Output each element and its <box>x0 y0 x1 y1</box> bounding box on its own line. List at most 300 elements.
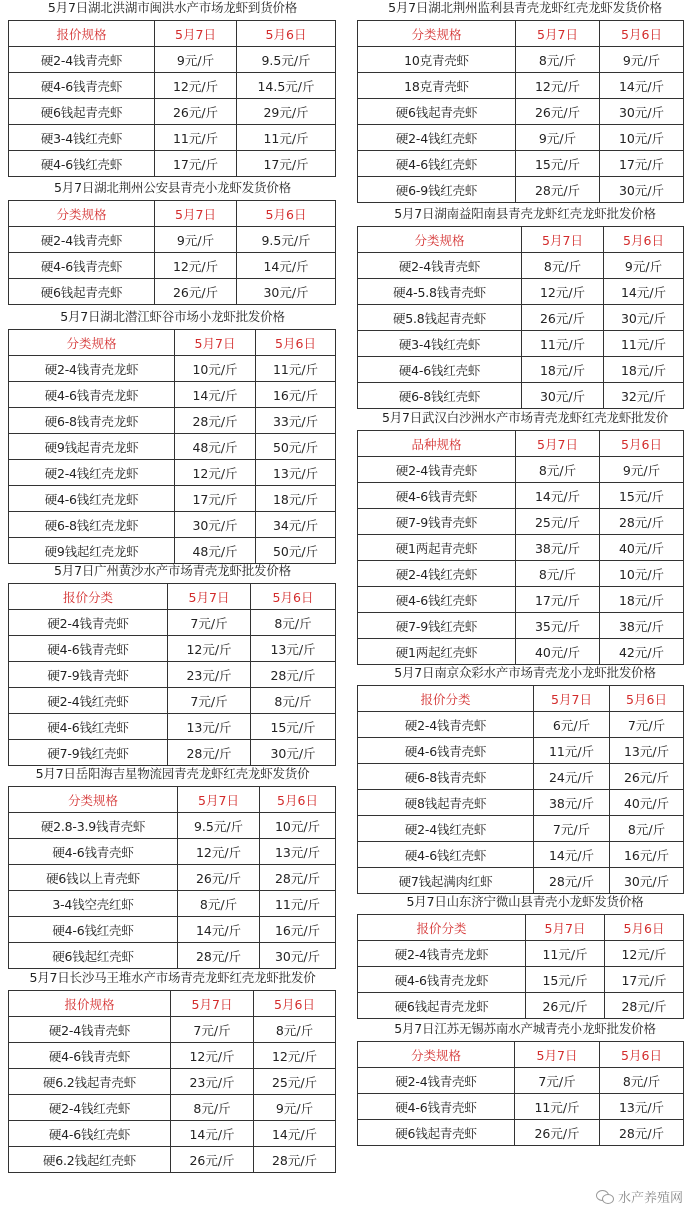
price-may6-cell: 25元/斤 <box>254 1069 336 1095</box>
price-block <box>355 895 695 1019</box>
header-date-may6: 5月6日 <box>256 330 336 356</box>
price-may7-cell: 26元/斤 <box>171 1147 254 1173</box>
header-date-may7: 5月7日 <box>175 330 256 356</box>
table-header-row <box>358 431 684 457</box>
table-header-row <box>9 787 336 813</box>
header-date-may7: 5月7日 <box>534 686 610 712</box>
header-spec: 分类规格 <box>9 330 175 356</box>
price-block <box>0 971 345 1173</box>
price-may6-cell: 9元/斤 <box>604 253 684 279</box>
spec-cell: 硬2-4钱红壳虾 <box>9 688 168 714</box>
price-may6-cell: 13元/斤 <box>600 1094 684 1120</box>
price-block <box>0 767 345 969</box>
price-may7-cell: 28元/斤 <box>516 177 600 203</box>
spec-cell: 硬4-5.8钱青壳虾 <box>358 279 522 305</box>
price-may7-cell: 7元/斤 <box>168 610 251 636</box>
price-may6-cell: 14元/斤 <box>604 279 684 305</box>
spec-cell: 硬6钱起青壳虾 <box>358 99 516 125</box>
spec-cell: 硬6-8钱青壳虾 <box>358 764 534 790</box>
right-column <box>355 0 695 1141</box>
spec-cell: 硬7钱起满肉红虾 <box>358 868 534 894</box>
price-may7-cell: 11元/斤 <box>155 125 237 151</box>
table-row <box>9 356 336 382</box>
price-may7-cell: 11元/斤 <box>534 738 610 764</box>
price-may6-cell: 26元/斤 <box>610 764 684 790</box>
spec-cell: 硬4-6钱青壳虾 <box>358 1094 515 1120</box>
spec-cell: 硬6钱起青壳虾 <box>358 1120 515 1146</box>
price-may7-cell: 28元/斤 <box>175 408 256 434</box>
header-date-may6: 5月6日 <box>600 21 684 47</box>
price-may6-cell: 13元/斤 <box>610 738 684 764</box>
header-date-may7: 5月7日 <box>178 787 260 813</box>
table-header-row <box>358 915 684 941</box>
price-table <box>357 20 684 203</box>
spec-cell: 硬2-4钱红壳虾 <box>358 125 516 151</box>
table-row <box>358 535 684 561</box>
header-date-may6: 5月6日 <box>237 21 336 47</box>
table-row <box>358 1120 684 1146</box>
price-may6-cell: 30元/斤 <box>237 279 336 305</box>
price-may6-cell: 28元/斤 <box>254 1147 336 1173</box>
price-block <box>355 666 695 894</box>
price-may7-cell: 9元/斤 <box>516 125 600 151</box>
price-may7-cell: 11元/斤 <box>522 331 604 357</box>
spec-cell: 硬2-4钱青壳虾 <box>9 610 168 636</box>
header-date-may7: 5月7日 <box>526 915 605 941</box>
price-table <box>8 990 336 1173</box>
price-may6-cell: 34元/斤 <box>256 512 336 538</box>
price-may7-cell: 28元/斤 <box>534 868 610 894</box>
table-row <box>358 125 684 151</box>
price-may6-cell: 12元/斤 <box>254 1043 336 1069</box>
table-row <box>358 842 684 868</box>
table-row <box>9 125 336 151</box>
price-may7-cell: 48元/斤 <box>175 538 256 564</box>
header-date-may7: 5月7日 <box>516 431 600 457</box>
header-spec: 报价分类 <box>358 686 534 712</box>
price-may7-cell: 11元/斤 <box>526 941 605 967</box>
price-may6-cell: 17元/斤 <box>605 967 684 993</box>
table-row <box>9 714 336 740</box>
header-spec: 分类规格 <box>358 1042 515 1068</box>
price-may6-cell: 15元/斤 <box>600 483 684 509</box>
table-header-row <box>358 686 684 712</box>
table-row <box>358 151 684 177</box>
spec-cell: 硬3-4钱红壳虾 <box>358 331 522 357</box>
spec-cell: 硬4-6钱红壳虾 <box>358 587 516 613</box>
price-may6-cell: 32元/斤 <box>604 383 684 409</box>
price-may6-cell: 9.5元/斤 <box>237 227 336 253</box>
price-may6-cell: 42元/斤 <box>600 639 684 665</box>
spec-cell: 硬8钱起青壳虾 <box>358 790 534 816</box>
table-row <box>9 227 336 253</box>
price-may6-cell: 38元/斤 <box>600 613 684 639</box>
header-date-may7: 5月7日 <box>522 227 604 253</box>
table-row <box>358 305 684 331</box>
price-may6-cell: 16元/斤 <box>260 917 336 943</box>
price-table <box>357 430 684 665</box>
price-may7-cell: 23元/斤 <box>168 662 251 688</box>
spec-cell: 18克青壳虾 <box>358 73 516 99</box>
price-may7-cell: 14元/斤 <box>516 483 600 509</box>
header-date-may6: 5月6日 <box>605 915 684 941</box>
table-row <box>358 868 684 894</box>
spec-cell: 硬7-9钱青壳虾 <box>9 662 168 688</box>
spec-cell: 硬2-4钱红壳龙虾 <box>9 460 175 486</box>
header-spec: 报价规格 <box>9 991 171 1017</box>
left-column <box>0 0 345 1168</box>
table-row <box>358 967 684 993</box>
header-date-may7: 5月7日 <box>515 1042 600 1068</box>
price-may7-cell: 48元/斤 <box>175 434 256 460</box>
price-may7-cell: 14元/斤 <box>534 842 610 868</box>
price-table <box>8 786 336 969</box>
price-may7-cell: 26元/斤 <box>522 305 604 331</box>
price-may7-cell: 17元/斤 <box>175 486 256 512</box>
spec-cell: 硬6-8钱红壳龙虾 <box>9 512 175 538</box>
price-may7-cell: 13元/斤 <box>168 714 251 740</box>
table-row <box>9 865 336 891</box>
spec-cell: 硬2-4钱红壳虾 <box>9 1095 171 1121</box>
price-block <box>0 310 345 564</box>
header-date-may6: 5月6日 <box>604 227 684 253</box>
price-table <box>357 226 684 409</box>
table-row <box>9 47 336 73</box>
price-may6-cell: 14元/斤 <box>254 1121 336 1147</box>
table-title: 5月7日长沙马王堆水产市场青壳龙虾红壳龙虾批发价 <box>29 970 316 985</box>
spec-cell: 硬7-9钱青壳虾 <box>358 509 516 535</box>
spec-cell: 硬2-4钱青壳龙虾 <box>358 941 526 967</box>
price-may7-cell: 26元/斤 <box>515 1120 600 1146</box>
price-may6-cell: 16元/斤 <box>256 382 336 408</box>
spec-cell: 硬4-6钱红壳虾 <box>358 357 522 383</box>
table-row <box>9 943 336 969</box>
price-table <box>8 583 336 766</box>
table-header-row <box>358 1042 684 1068</box>
price-may6-cell: 30元/斤 <box>260 943 336 969</box>
spec-cell: 硬2-4钱青壳虾 <box>358 1068 515 1094</box>
table-title: 5月7日武汉白沙洲水产市场青壳龙虾红壳龙虾批发价 <box>381 410 669 425</box>
table-row <box>9 891 336 917</box>
price-may6-cell: 9元/斤 <box>600 47 684 73</box>
table-title: 5月7日湖北洪湖市闽洪水产市场龙虾到货价格 <box>47 0 298 15</box>
spec-cell: 硬2-4钱青壳虾 <box>358 253 522 279</box>
price-may7-cell: 15元/斤 <box>516 151 600 177</box>
spec-cell: 硬4-6钱青壳虾 <box>9 73 155 99</box>
table-row <box>358 712 684 738</box>
spec-cell: 硬6-8钱青壳龙虾 <box>9 408 175 434</box>
price-may7-cell: 9元/斤 <box>155 47 237 73</box>
spec-cell: 10克青壳虾 <box>358 47 516 73</box>
table-row <box>9 279 336 305</box>
spec-cell: 硬4-6钱红壳虾 <box>9 1121 171 1147</box>
header-date-may7: 5月7日 <box>155 201 237 227</box>
header-date-may6: 5月6日 <box>260 787 336 813</box>
spec-cell: 硬2.8-3.9钱青壳虾 <box>9 813 178 839</box>
price-may6-cell: 15元/斤 <box>251 714 336 740</box>
spec-cell: 硬2-4钱红壳虾 <box>358 816 534 842</box>
table-row <box>358 561 684 587</box>
price-may7-cell: 14元/斤 <box>175 382 256 408</box>
price-may7-cell: 28元/斤 <box>178 943 260 969</box>
price-may7-cell: 24元/斤 <box>534 764 610 790</box>
table-row <box>9 512 336 538</box>
spec-cell: 硬9钱起红壳龙虾 <box>9 538 175 564</box>
price-may7-cell: 26元/斤 <box>526 993 605 1019</box>
watermark <box>596 1187 683 1206</box>
spec-cell: 硬4-6钱青壳龙虾 <box>9 382 175 408</box>
spec-cell: 硬4-6钱红壳虾 <box>358 151 516 177</box>
price-may6-cell: 14.5元/斤 <box>237 73 336 99</box>
price-may7-cell: 8元/斤 <box>516 47 600 73</box>
header-spec: 分类规格 <box>9 787 178 813</box>
price-may7-cell: 14元/斤 <box>178 917 260 943</box>
price-may7-cell: 35元/斤 <box>516 613 600 639</box>
price-may7-cell: 11元/斤 <box>515 1094 600 1120</box>
price-block <box>355 411 695 665</box>
header-date-may6: 5月6日 <box>600 431 684 457</box>
price-may6-cell: 9.5元/斤 <box>237 47 336 73</box>
price-may6-cell: 50元/斤 <box>256 538 336 564</box>
price-may7-cell: 17元/斤 <box>155 151 237 177</box>
table-row <box>9 1069 336 1095</box>
spec-cell: 硬4-6钱青壳虾 <box>358 738 534 764</box>
price-may7-cell: 6元/斤 <box>534 712 610 738</box>
table-title: 5月7日山东济宁微山县青壳小龙虾发货价格 <box>406 894 644 909</box>
spec-cell: 3-4钱空壳红虾 <box>9 891 178 917</box>
price-may6-cell: 10元/斤 <box>600 125 684 151</box>
spec-cell: 硬9钱起青壳龙虾 <box>9 434 175 460</box>
price-may6-cell: 8元/斤 <box>600 1068 684 1094</box>
header-spec: 报价分类 <box>9 584 168 610</box>
price-may7-cell: 17元/斤 <box>516 587 600 613</box>
table-title: 5月7日南京众彩水产市场青壳龙小龙虾批发价格 <box>394 665 656 680</box>
table-row <box>358 457 684 483</box>
table-row <box>358 639 684 665</box>
table-header-row <box>9 201 336 227</box>
header-date-may6: 5月6日 <box>610 686 684 712</box>
table-row <box>9 740 336 766</box>
table-row <box>9 434 336 460</box>
price-may7-cell: 28元/斤 <box>168 740 251 766</box>
table-row <box>358 357 684 383</box>
table-row <box>9 460 336 486</box>
price-may7-cell: 26元/斤 <box>178 865 260 891</box>
price-block <box>0 564 345 766</box>
header-date-may7: 5月7日 <box>516 21 600 47</box>
table-title: 5月7日湖南益阳南县青壳龙虾红壳龙虾批发价格 <box>394 206 656 221</box>
price-table <box>357 914 684 1019</box>
price-may7-cell: 12元/斤 <box>175 460 256 486</box>
price-may7-cell: 8元/斤 <box>522 253 604 279</box>
table-row <box>358 99 684 125</box>
header-date-may7: 5月7日 <box>168 584 251 610</box>
table-row <box>9 486 336 512</box>
price-may7-cell: 7元/斤 <box>534 816 610 842</box>
header-spec: 分类规格 <box>358 227 522 253</box>
table-row <box>358 1094 684 1120</box>
spec-cell: 硬2-4钱青壳虾 <box>9 227 155 253</box>
watermark-text: 水产养殖网 <box>617 1191 683 1206</box>
price-table <box>357 1041 684 1146</box>
price-may7-cell: 38元/斤 <box>534 790 610 816</box>
table-header-row <box>9 991 336 1017</box>
price-may6-cell: 18元/斤 <box>600 587 684 613</box>
spec-cell: 硬5.8钱起青壳虾 <box>358 305 522 331</box>
price-may6-cell: 12元/斤 <box>605 941 684 967</box>
spec-cell: 硬1两起红壳虾 <box>358 639 516 665</box>
table-title: 5月7日湖北荆州公安县青壳小龙虾发货价格 <box>54 180 291 195</box>
price-may6-cell: 50元/斤 <box>256 434 336 460</box>
table-row <box>358 279 684 305</box>
spec-cell: 硬6.2钱起红壳虾 <box>9 1147 171 1173</box>
price-may7-cell: 30元/斤 <box>522 383 604 409</box>
header-spec: 报价规格 <box>9 21 155 47</box>
table-row <box>9 253 336 279</box>
table-row <box>9 408 336 434</box>
price-table <box>357 685 684 894</box>
price-may6-cell: 7元/斤 <box>610 712 684 738</box>
spec-cell: 硬4-6钱青壳虾 <box>9 253 155 279</box>
spec-cell: 硬2-4钱青壳虾 <box>358 457 516 483</box>
price-may7-cell: 12元/斤 <box>155 253 237 279</box>
table-row <box>358 816 684 842</box>
price-may7-cell: 10元/斤 <box>175 356 256 382</box>
table-row <box>358 790 684 816</box>
price-may6-cell: 28元/斤 <box>251 662 336 688</box>
table-title: 5月7日岳阳海吉星物流园青壳龙虾红壳龙虾发货价 <box>35 766 310 781</box>
header-date-may7: 5月7日 <box>171 991 254 1017</box>
table-row <box>358 483 684 509</box>
price-may7-cell: 8元/斤 <box>178 891 260 917</box>
price-may7-cell: 12元/斤 <box>178 839 260 865</box>
price-may6-cell: 17元/斤 <box>600 151 684 177</box>
price-may6-cell: 16元/斤 <box>610 842 684 868</box>
price-may6-cell: 13元/斤 <box>260 839 336 865</box>
price-may6-cell: 28元/斤 <box>605 993 684 1019</box>
price-may6-cell: 11元/斤 <box>604 331 684 357</box>
table-row <box>9 1043 336 1069</box>
price-may7-cell: 12元/斤 <box>155 73 237 99</box>
price-may7-cell: 14元/斤 <box>171 1121 254 1147</box>
price-may6-cell: 13元/斤 <box>251 636 336 662</box>
spec-cell: 硬2-4钱青壳虾 <box>9 1017 171 1043</box>
table-header-row <box>358 227 684 253</box>
table-row <box>9 610 336 636</box>
spec-cell: 硬4-6钱红壳虾 <box>358 842 534 868</box>
table-header-row <box>358 21 684 47</box>
spec-cell: 硬6钱以上青壳虾 <box>9 865 178 891</box>
price-may6-cell: 11元/斤 <box>260 891 336 917</box>
price-may7-cell: 7元/斤 <box>515 1068 600 1094</box>
price-block <box>355 1 695 203</box>
price-may6-cell: 10元/斤 <box>260 813 336 839</box>
table-row <box>358 253 684 279</box>
price-may7-cell: 9.5元/斤 <box>178 813 260 839</box>
price-table <box>8 20 336 177</box>
spec-cell: 硬6.2钱起青壳虾 <box>9 1069 171 1095</box>
price-may6-cell: 28元/斤 <box>600 509 684 535</box>
spec-cell: 硬6钱起青壳虾 <box>9 99 155 125</box>
price-may6-cell: 11元/斤 <box>237 125 336 151</box>
price-block <box>355 1022 695 1146</box>
spec-cell: 硬4-6钱青壳虾 <box>358 483 516 509</box>
spec-cell: 硬4-6钱红壳虾 <box>9 151 155 177</box>
spec-cell: 硬3-4钱红壳虾 <box>9 125 155 151</box>
table-row <box>9 688 336 714</box>
table-row <box>358 613 684 639</box>
table-row <box>358 47 684 73</box>
table-title: 5月7日湖北潜江虾谷市场小龙虾批发价格 <box>60 309 285 324</box>
price-may6-cell: 13元/斤 <box>256 460 336 486</box>
price-block <box>0 1 345 177</box>
price-may6-cell: 29元/斤 <box>237 99 336 125</box>
spec-cell: 硬7-9钱红壳虾 <box>358 613 516 639</box>
table-row <box>9 1121 336 1147</box>
spec-cell: 硬4-6钱青壳虾 <box>9 636 168 662</box>
spec-cell: 硬2-4钱青壳虾 <box>9 47 155 73</box>
price-may7-cell: 40元/斤 <box>516 639 600 665</box>
table-row <box>358 73 684 99</box>
price-may7-cell: 12元/斤 <box>516 73 600 99</box>
header-date-may6: 5月6日 <box>254 991 336 1017</box>
price-may6-cell: 30元/斤 <box>604 305 684 331</box>
table-row <box>9 1147 336 1173</box>
price-may6-cell: 17元/斤 <box>237 151 336 177</box>
spec-cell: 硬7-9钱红壳虾 <box>9 740 168 766</box>
price-may6-cell: 9元/斤 <box>254 1095 336 1121</box>
table-row <box>9 99 336 125</box>
table-row <box>9 382 336 408</box>
price-may6-cell: 40元/斤 <box>600 535 684 561</box>
price-may7-cell: 7元/斤 <box>168 688 251 714</box>
price-may7-cell: 8元/斤 <box>171 1095 254 1121</box>
price-block <box>0 181 345 305</box>
price-may6-cell: 33元/斤 <box>256 408 336 434</box>
table-row <box>358 509 684 535</box>
spec-cell: 硬2-4钱红壳虾 <box>358 561 516 587</box>
price-may7-cell: 8元/斤 <box>516 561 600 587</box>
table-row <box>9 151 336 177</box>
table-header-row <box>9 584 336 610</box>
table-title: 5月7日广州黄沙水产市场青壳龙虾批发价格 <box>54 563 291 578</box>
table-row <box>9 1095 336 1121</box>
price-may6-cell: 18元/斤 <box>604 357 684 383</box>
price-may7-cell: 12元/斤 <box>168 636 251 662</box>
price-may6-cell: 40元/斤 <box>610 790 684 816</box>
price-may6-cell: 28元/斤 <box>260 865 336 891</box>
spec-cell: 硬4-6钱青壳龙虾 <box>358 967 526 993</box>
table-header-row <box>9 21 336 47</box>
table-row <box>358 331 684 357</box>
price-block <box>355 207 695 409</box>
price-may7-cell: 26元/斤 <box>155 99 237 125</box>
spec-cell: 硬4-6钱青壳虾 <box>9 1043 171 1069</box>
price-may7-cell: 23元/斤 <box>171 1069 254 1095</box>
spec-cell: 硬1两起青壳虾 <box>358 535 516 561</box>
spec-cell: 硬4-6钱青壳虾 <box>9 839 178 865</box>
price-may6-cell: 8元/斤 <box>610 816 684 842</box>
table-row <box>358 993 684 1019</box>
spec-cell: 硬2-4钱青壳虾 <box>358 712 534 738</box>
price-may6-cell: 11元/斤 <box>256 356 336 382</box>
table-row <box>9 636 336 662</box>
spec-cell: 硬4-6钱红壳虾 <box>9 714 168 740</box>
table-row <box>9 839 336 865</box>
spec-cell: 硬6钱起青壳龙虾 <box>358 993 526 1019</box>
header-date-may7: 5月7日 <box>155 21 237 47</box>
price-may6-cell: 30元/斤 <box>251 740 336 766</box>
